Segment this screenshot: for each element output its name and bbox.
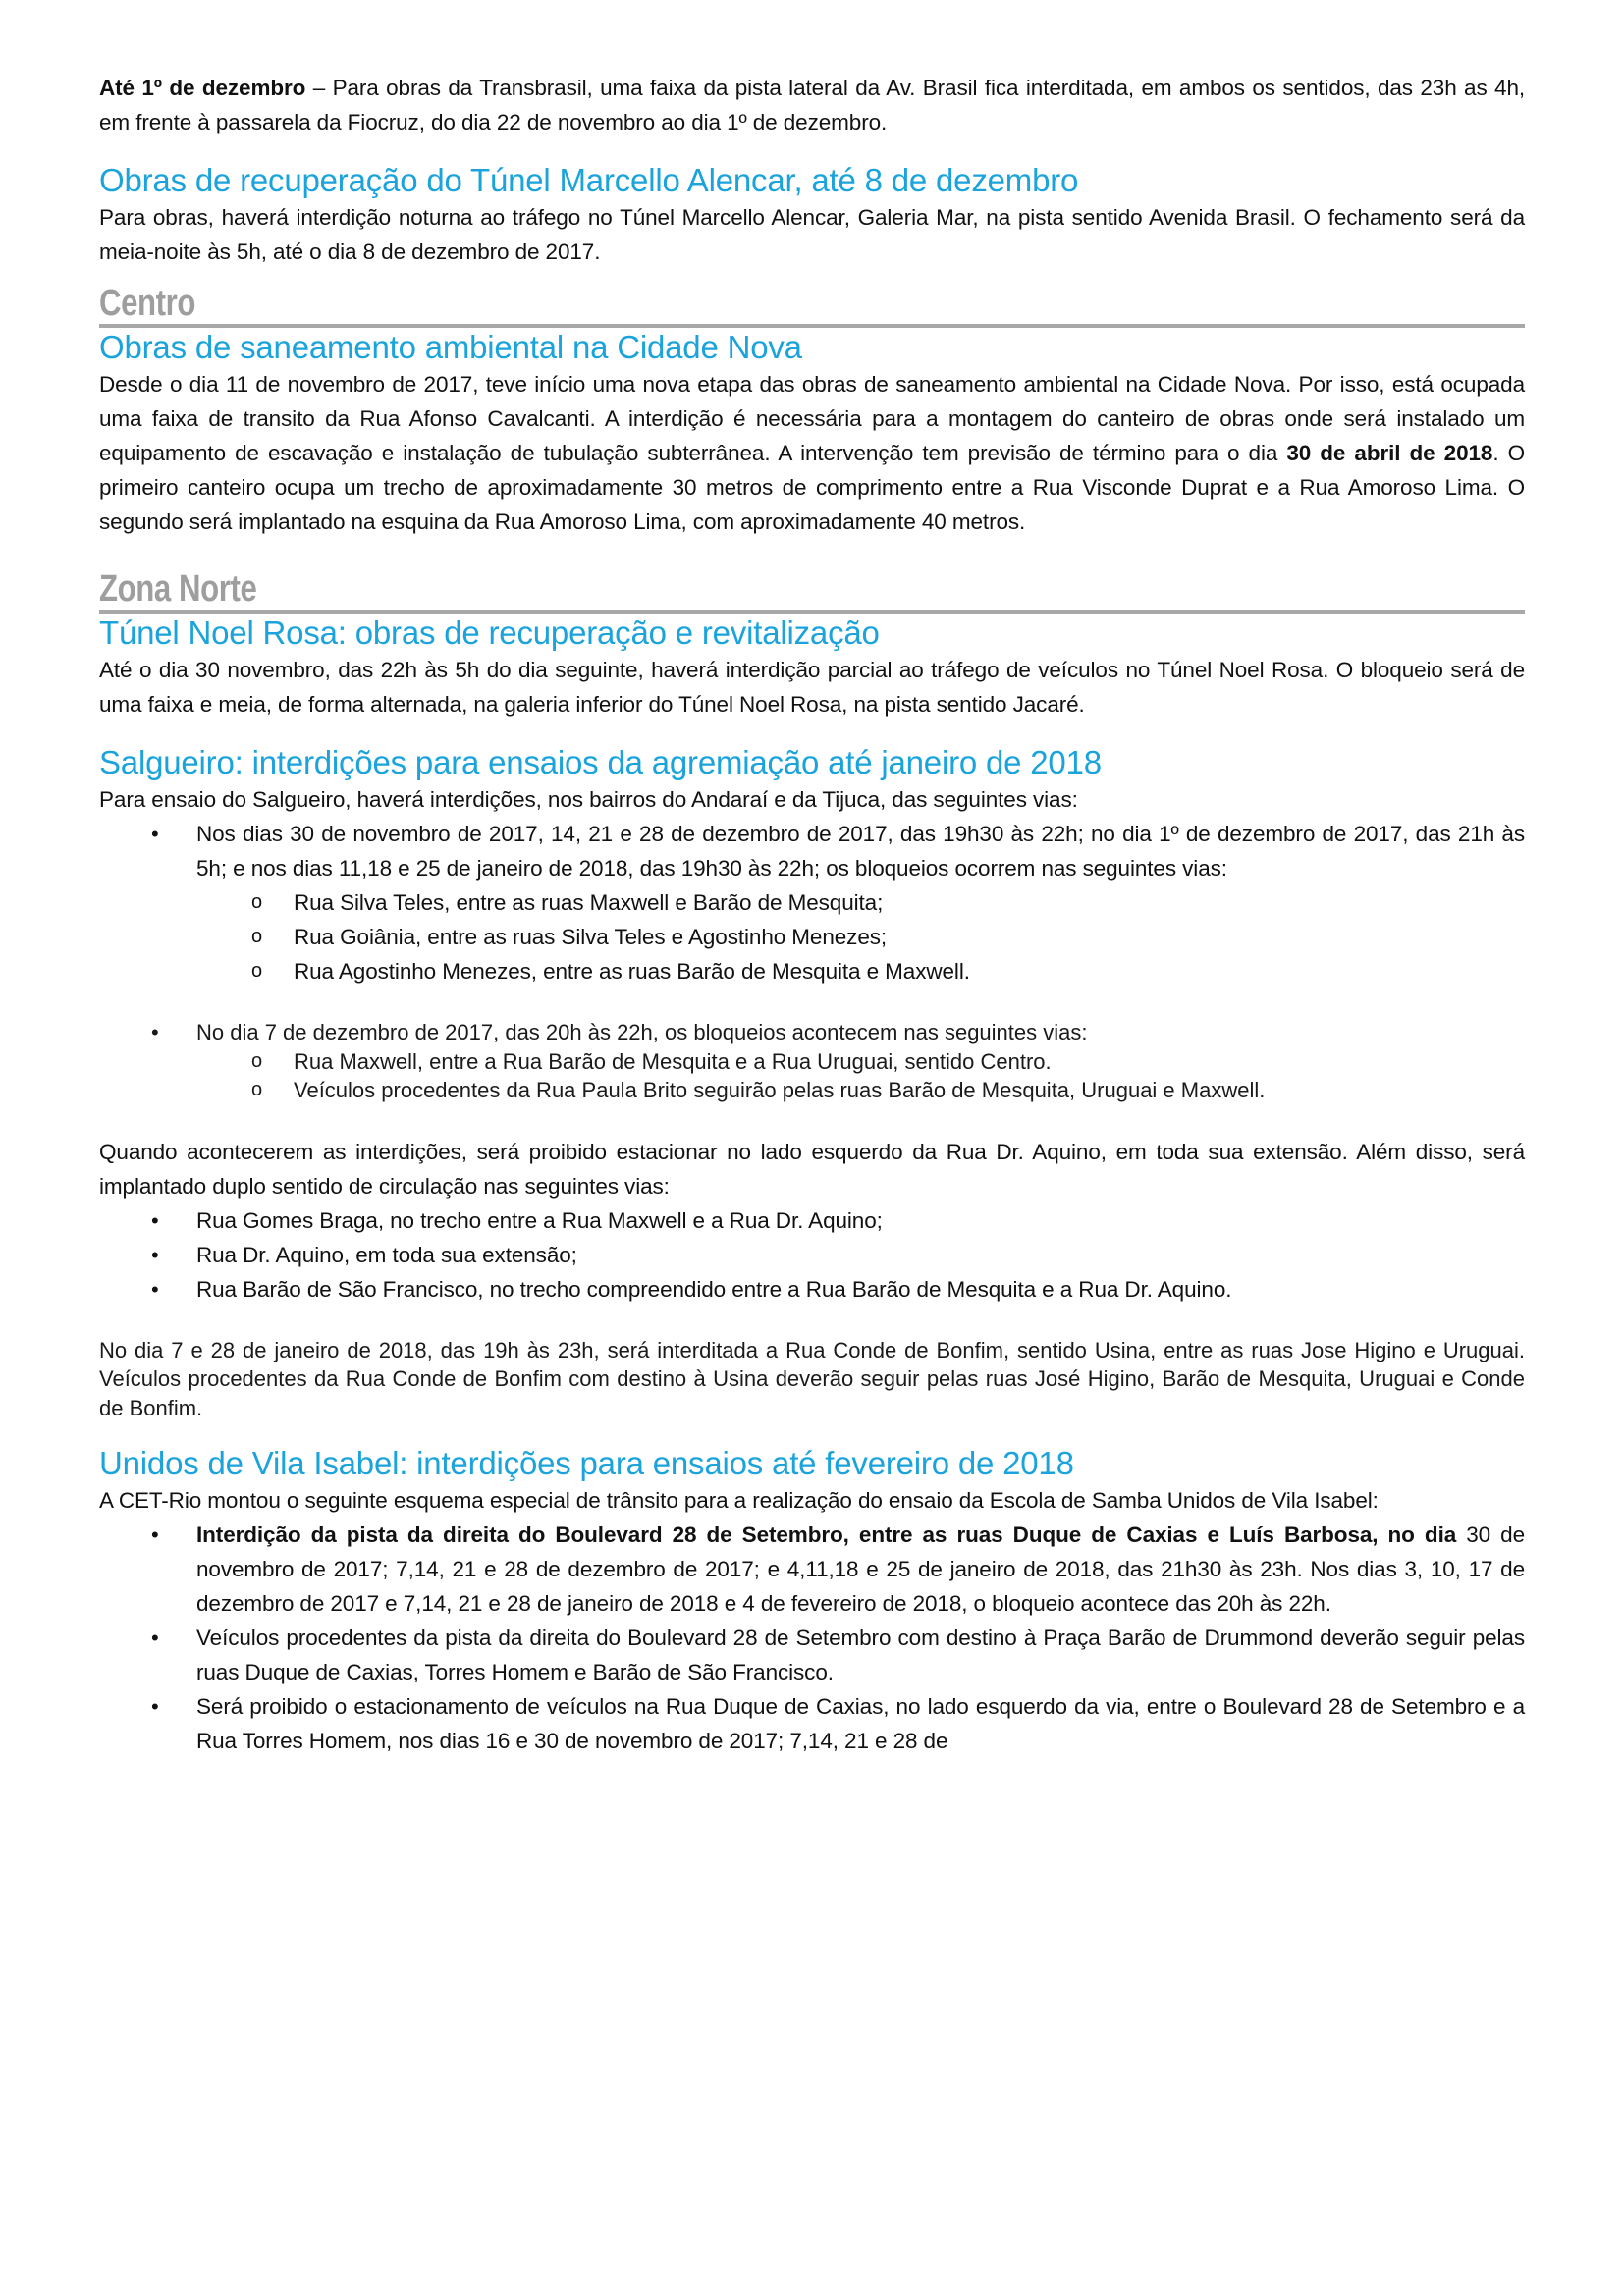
list-item: • Veículos procedentes da pista da direita do Boulevard 28 de Setembro com destino à Praça Barão de Drummond deverão seguir pelas ruas Duque de Caxias, Torres Homem e Barão de São Francisco. [99, 1621, 1525, 1689]
intro-paragraph [99, 71, 1525, 139]
parking-restriction-paragraph: Quando acontecerem as interdições, será proibido estacionar no lado esquerdo da Rua Dr. Aquino, em toda sua extensão. Além disso, será implantado duplo sentido de circulação nas seguintes vias: [99, 1139, 1525, 1199]
heading-vila-isabel: Unidos de Vila Isabel: interdições para ensaios até fevereiro de 2018 [99, 1445, 1074, 1481]
sub-list-item: o Rua Agostinho Menezes, entre as ruas Barão de Mesquita e Maxwell. [196, 954, 1525, 988]
bullet-icon: • [151, 1694, 159, 1719]
heading-tunel-marcello: Obras de recuperação do Túnel Marcello Alencar, até 8 de dezembro [99, 162, 1079, 198]
circle-bullet-icon: o [251, 926, 263, 947]
sub-list-item: o Rua Maxwell, entre a Rua Barão de Mesquita e a Rua Uruguai, sentido Centro. [196, 1047, 1525, 1077]
circle-bullet-icon: o [251, 1079, 263, 1100]
circle-bullet-icon: o [251, 1049, 263, 1072]
list-item: • Será proibido o estacionamento de veículos na Rua Duque de Caxias, no lado esquerdo da via, entre o Boulevard 28 de Setembro e a Rua Torres Homem, nos dias 16 e 30 de novembro de 2017; 7,14, 21 e 28 de [99, 1689, 1525, 1758]
noel-rosa-body: Até o dia 30 novembro, das 22h às 5h do dia seguinte, haverá interdição parcial ao tráfego de veículos no Túnel Noel Rosa. O bloqueio será de uma faixa e meia, de forma alternada, na galeria inferior do Túnel Noel Rosa, na pista sentido Jacaré. [99, 658, 1525, 717]
bullet-icon: • [151, 822, 159, 846]
bullet-icon: • [151, 1020, 159, 1044]
vila-isabel-list [99, 1518, 1525, 1758]
bullet-icon: • [151, 1207, 159, 1233]
tunel-marcello-body: Para obras, haverá interdição noturna ao tráfego no Túnel Marcello Alencar, Galeria Mar, na pista sentido Avenida Brasil. O fechamento será da meia-noite às 5h, até o dia 8 de dezembro de 2017. [99, 205, 1525, 264]
bullet-icon: • [151, 1522, 159, 1547]
salgueiro-intro: Para ensaio do Salgueiro, haverá interdições, nos bairros do Andaraí e da Tijuca, das seguintes vias: [99, 787, 1078, 812]
document-page [99, 71, 1525, 1758]
bullet-icon: • [151, 1242, 159, 1267]
section-title-centro: Centro [99, 283, 195, 324]
bullet-icon: • [151, 1276, 159, 1302]
end-date-bold: 30 de abril de 2018 [1286, 441, 1493, 465]
list-item: • Interdição da pista da direita do Boulevard 28 de Setembro, entre as ruas Duque de Caxias e Luís Barbosa, no dia 30 de novembro de 2017; 7,14, 21 e 28 de dezembro de 2017; e 4,11,18 e 25 de janeiro de 2018, das 21h30 às 23h. Nos dias 3, 10, 17 de dezembro de 2017 e 7,14, 21 e 28 de janeiro de 2018 e 4 de fevereiro de 2018, o bloqueio acontece das 20h às 22h. [99, 1518, 1525, 1621]
sub-list [196, 1047, 1525, 1105]
section-title-zona-norte: Zona Norte [99, 568, 257, 610]
circle-bullet-icon: o [251, 891, 263, 913]
sub-list-item: o Rua Goiânia, entre as ruas Silva Teles e Agostinho Menezes; [196, 920, 1525, 954]
two-way-streets-list [99, 1203, 1525, 1307]
sub-list-item: o Rua Silva Teles, entre as ruas Maxwell e Barão de Mesquita; [196, 885, 1525, 920]
heading-cidade-nova: Obras de saneamento ambiental na Cidade Nova [99, 329, 802, 365]
heading-noel-rosa: Túnel Noel Rosa: obras de recuperação e revitalização [99, 614, 880, 651]
sub-list [196, 885, 1525, 988]
intro-text: – Para obras da Transbrasil, uma faixa da pista lateral da Av. Brasil fica interditada, em ambos os sentidos, das 23h as 4h, em frente à passarela da Fiocruz, do dia 22 de novembro ao dia 1º de dezembro. [99, 76, 1526, 134]
salgueiro-schedule-list [99, 817, 1525, 988]
salgueiro-dec7-list [99, 1018, 1525, 1105]
list-item: • No dia 7 de dezembro de 2017, das 20h às 22h, os bloqueios acontecem nas seguintes vias: o Rua Maxwell, entre a Rua Barão de Mesquita e a Rua Uruguai, sentido Centro. o Veículos procedentes da Rua Paula Brito seguirão pelas ruas Barão de Mesquita, Uruguai e Maxwell. [99, 1018, 1525, 1105]
list-item: • Rua Barão de São Francisco, no trecho compreendido entre a Rua Barão de Mesquita e a Rua Dr. Aquino. [99, 1272, 1525, 1307]
intro-bold-lead: Até 1º de dezembro [99, 76, 306, 100]
list-item: • Rua Gomes Braga, no trecho entre a Rua Maxwell e a Rua Dr. Aquino; [99, 1203, 1525, 1238]
sub-list-item: o Veículos procedentes da Rua Paula Brito seguirão pelas ruas Barão de Mesquita, Uruguai e Maxwell. [196, 1076, 1525, 1105]
bullet-icon: • [151, 1626, 159, 1650]
list-item: • Rua Dr. Aquino, em toda sua extensão; [99, 1238, 1525, 1272]
january-closure-paragraph: No dia 7 e 28 de janeiro de 2018, das 19h às 23h, será interditada a Rua Conde de Bonfim, sentido Usina, entre as ruas Jose Higino e Uruguai. Veículos procedentes da Rua Conde de Bonfim com destino à Usina deverão seguir pelas ruas José Higino, Barão de Mesquita, Uruguai e Conde de Bonfim. [99, 1337, 1525, 1420]
list-item: • Nos dias 30 de novembro de 2017, 14, 21 e 28 de dezembro de 2017, das 19h30 às 22h; no dia 1º de dezembro de 2017, das 21h às 5h; e nos dias 11,18 e 25 de janeiro de 2018, das 19h30 às 22h; os bloqueios ocorrem nas seguintes vias: o Rua Silva Teles, entre as ruas Maxwell e Barão de Mesquita; o Rua Goiânia, entre as ruas Silva Teles e Agostinho Menezes; o Rua Agostinho Menezes, entre as ruas Barão de Mesquita e Maxwell. [99, 817, 1525, 988]
circle-bullet-icon: o [251, 960, 263, 982]
heading-salgueiro: Salgueiro: interdições para ensaios da agremiação até janeiro de 2018 [99, 744, 1102, 780]
vila-isabel-intro: A CET-Rio montou o seguinte esquema especial de trânsito para a realização do ensaio da Escola de Samba Unidos de Vila Isabel: [99, 1488, 1379, 1513]
cidade-nova-body: Desde o dia 11 de novembro de 2017, teve início uma nova etapa das obras de saneamento ambiental na Cidade Nova. Por isso, está ocupada uma faixa de transito da Rua Afonso Cavalcanti. A interdição é necessária para a montagem do canteiro de obras onde será instalado um equipamento de escavação e instalação de tubulação subterrânea. A intervenção tem previsão de término para o dia 30 de abril de 2018. O primeiro canteiro ocupa um trecho de aproximadamente 30 metros de comprimento entre a Rua Visconde Duprat e a Rua Amoroso Lima. O segundo será implantado na esquina da Rua Amoroso Lima, com aproximadamente 40 metros. [99, 372, 1525, 534]
